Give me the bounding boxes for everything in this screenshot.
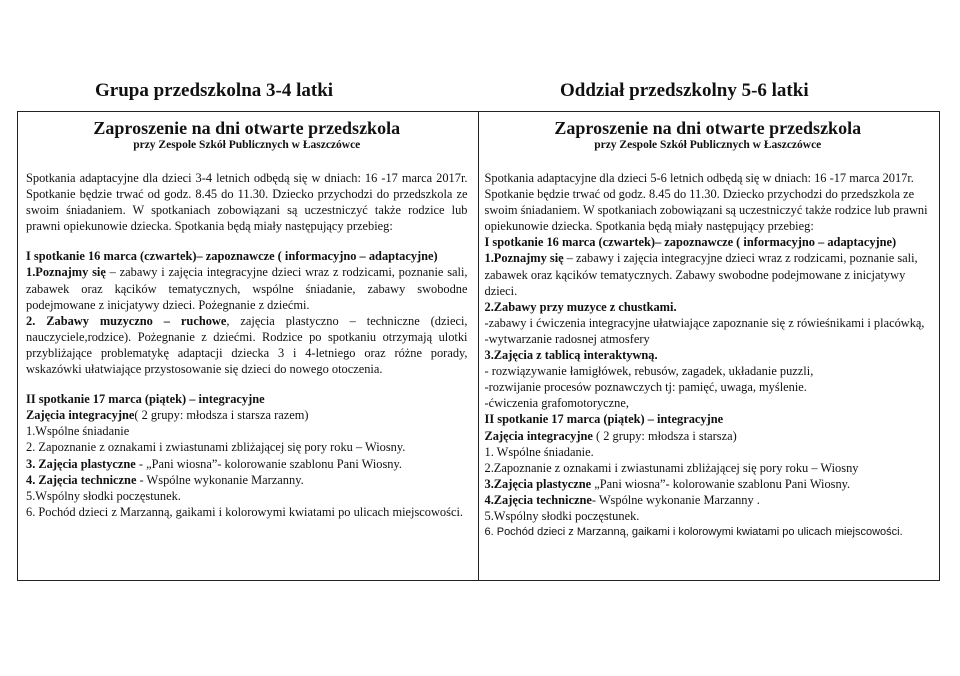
right-meeting2-title: II spotkanie 17 marca (piątek) – integracyjne bbox=[484, 412, 724, 427]
right-item3-title: 3.Zajęcia z tablicą interaktywną. bbox=[484, 348, 658, 363]
list-item: 4. Zajęcia techniczne - Wspólne wykonanie Marzanny. bbox=[26, 472, 304, 487]
list-item: -rozwijanie procesów poznawczych tj: pamięć, uwaga, myślenie. bbox=[484, 380, 807, 395]
list-item: -wytwarzanie radosnej atmosfery bbox=[484, 331, 650, 346]
right-subtitle: przy Zespole Szkół Publicznych w Łaszczówce bbox=[594, 139, 822, 151]
invitation-table bbox=[17, 111, 940, 581]
right-group-bold: Zajęcia integracyjne bbox=[484, 428, 593, 443]
left-meeting1-title: I spotkanie 16 marca (czwartek)– zapoznawcze ( informacyjno – adaptacyjne) bbox=[26, 249, 438, 264]
left-group-rest: ( 2 grupy: młodsza i starsza razem) bbox=[134, 408, 309, 423]
list-item: 6. Pochód dzieci z Marzanną, gaikami i kolorowymi kwiatami po ulicach miejscowości. bbox=[26, 504, 463, 519]
left-group-bold: Zajęcia integracyjne bbox=[26, 408, 135, 423]
list-item: 2.Zapoznanie z oznakami i zwiastunami zbliżającej się pory roku – Wiosny bbox=[484, 460, 859, 475]
list-item: - rozwiązywanie łamigłówek, rebusów, zagadek, układanie puzzli, bbox=[484, 364, 814, 379]
left-item1-text: – zabawy i zajęcia integracyjne dzieci wraz z rodzicami, poznanie sali, zabawek oraz kącików tematycznych, wspólne śniadanie, zabawy swobodne podejmowane z inicjatywy dzieci. Pożegnanie z dziećmi. bbox=[26, 265, 468, 312]
right-group-line bbox=[485, 428, 932, 444]
left-item2 bbox=[26, 313, 468, 377]
left-item2-text: , zajęcia plastyczno – techniczne (dzieci, nauczyciele,rodzice). Pożegnanie z dziećmi. Rodzice po spotkaniu otrzymają ulotki przybliżające problematykę adaptacji dziecka 3 i 4-letniego oraz różne porady, wskazówki ułatwiające przystosowanie się dzieci do nowego otoczenia. bbox=[26, 313, 468, 377]
right-last-item: 6. Pochód dzieci z Marzanną, gaikami i kolorowymi kwiatami po ulicach miejscowości. bbox=[484, 526, 903, 539]
right-item1-title: 1.Poznajmy się bbox=[484, 251, 564, 266]
right-column-heading: Oddział przedszkolny 5-6 latki bbox=[560, 80, 809, 101]
left-column bbox=[18, 112, 479, 580]
left-item1-title: 1.Poznajmy się bbox=[26, 265, 106, 280]
list-item: 1. Wspólne śniadanie. bbox=[484, 444, 594, 459]
left-intro: Spotkania adaptacyjne dla dzieci 3-4 letnich odbędą się w dniach: 16 -17 marca 2017r. Spotkanie będzie trwać od godz. 8.45 do 11.30. Dziecko przychodzi do przedszkola ze swoim śniadaniem. W spotkaniach zobowiązani są uczestniczyć także rodzice lub prawni opiekunowie dziecka. Spotkania będą miały następujący przebieg: bbox=[26, 171, 468, 234]
right-item2-title: 2.Zabawy przy muzyce z chustkami. bbox=[484, 299, 677, 314]
right-item1-text: – zabawy i zajęcia integracyjne dzieci wraz z rodzicami, poznanie sali, zabawek oraz kącików tematycznych. Zabawy swobodne podejmowane z inicjatywy dzieci. bbox=[484, 251, 918, 298]
right-item1 bbox=[485, 250, 932, 298]
list-item: 4.Zajęcia techniczne- Wspólne wykonanie Marzanny . bbox=[484, 492, 760, 507]
list-item: -zabawy i ćwiczenia integracyjne ułatwiające zapoznanie się z rówieśnikami i placówką, bbox=[484, 315, 925, 330]
right-intro: Spotkania adaptacyjne dla dzieci 5-6 letnich odbędą się w dniach: 16 -17 marca 2017r. Spotkanie będzie trwać od godz. 8.45 do 11.30. Dziecko przychodzi do przedszkola ze swoim śniadaniem. W spotkaniach zobowiązani są uczestniczyć także rodzice lub prawni opiekunowie dziecka. Spotkania będą miały następujący przebieg: bbox=[484, 171, 928, 234]
list-item: 1.Wspólne śniadanie bbox=[26, 424, 130, 439]
right-group-rest: ( 2 grupy: młodsza i starsza) bbox=[592, 428, 737, 443]
list-item: 5.Wspólny słodki poczęstunek. bbox=[484, 508, 640, 523]
right-title: Zaproszenie na dni otwarte przedszkola bbox=[554, 118, 862, 138]
list-item: 5.Wspólny słodki poczęstunek. bbox=[26, 488, 181, 503]
left-item2-title: 2. Zabawy muzyczno – ruchowe bbox=[26, 313, 227, 328]
left-group-line bbox=[26, 407, 468, 423]
list-item: 3. Zajęcia plastyczne - „Pani wiosna”- kolorowanie szablonu Pani Wiosny. bbox=[26, 456, 402, 471]
right-meeting1-title: I spotkanie 16 marca (czwartek)– zapoznawcze ( informacyjno – adaptacyjne) bbox=[484, 235, 897, 250]
list-item: 2. Zapoznanie z oznakami i zwiastunami zbliżającej się pory roku – Wiosny. bbox=[26, 440, 406, 455]
left-column-heading: Grupa przedszkolna 3-4 latki bbox=[95, 80, 334, 101]
left-subtitle: przy Zespole Szkół Publicznych w Łaszczówce bbox=[133, 139, 361, 151]
list-item: -ćwiczenia grafomotoryczne, bbox=[484, 396, 629, 411]
left-meeting2-title: II spotkanie 17 marca (piątek) – integracyjne bbox=[26, 392, 265, 407]
left-item1 bbox=[26, 264, 468, 312]
list-item: 3.Zajęcia plastyczne „Pani wiosna”- kolorowanie szablonu Pani Wiosny. bbox=[484, 476, 851, 491]
right-column bbox=[479, 112, 940, 580]
left-title: Zaproszenie na dni otwarte przedszkola bbox=[93, 118, 401, 138]
